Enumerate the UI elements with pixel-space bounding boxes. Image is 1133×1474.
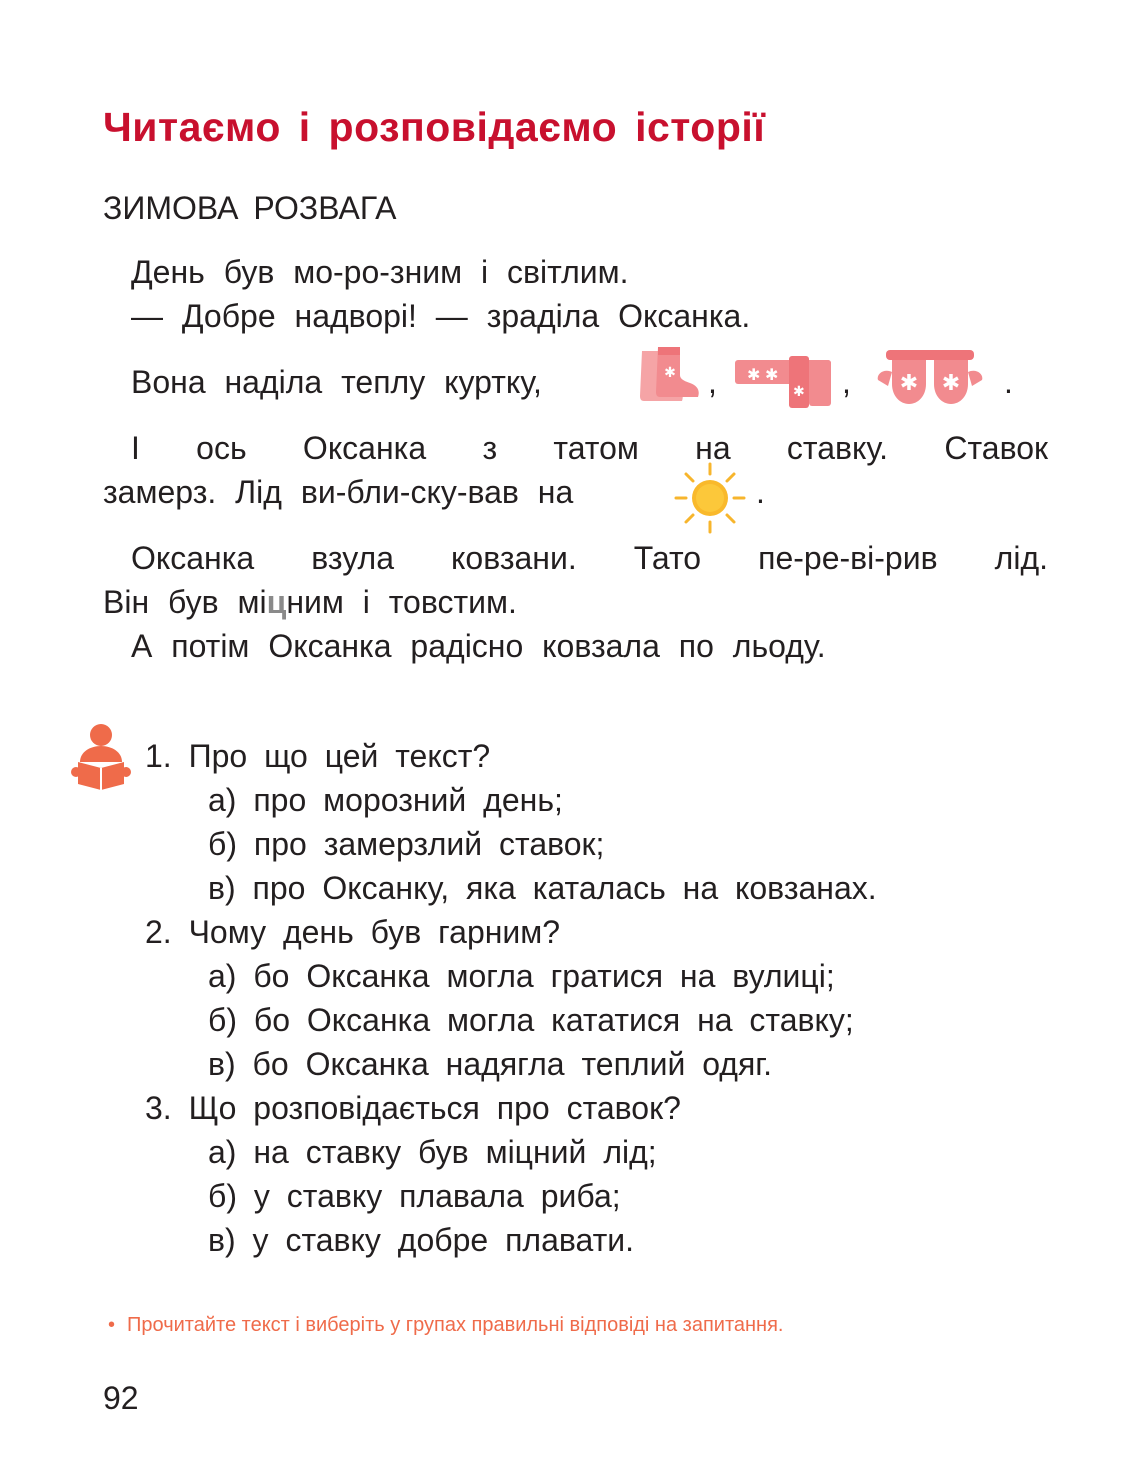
- page-number: 92: [103, 1380, 139, 1416]
- question-2-option-c: в) бо Оксанка надягла теплий одяг.: [208, 1046, 772, 1082]
- story-line-2: — Добре надворі! — зраділа Оксанка.: [131, 298, 751, 334]
- question-1: 1. Про що цей текст?: [145, 738, 491, 774]
- comma-2: ,: [842, 364, 851, 400]
- highlighted-letter: ц: [266, 584, 287, 620]
- period-2: .: [756, 474, 765, 510]
- story-line-1: День був мо-ро-зним і світлим.: [131, 254, 629, 290]
- story-para3-line1: І ось Оксанка з татом на ставку. Ставок: [131, 430, 1048, 466]
- question-2: 2. Чому день був гарним?: [145, 914, 561, 950]
- question-3-option-c: в) у ставку добре плавати.: [208, 1222, 635, 1258]
- story-title: ЗИМОВА РОЗВАГА: [103, 190, 397, 226]
- svg-text:✱: ✱: [941, 371, 961, 396]
- instruction-note: [108, 1314, 784, 1337]
- story-para4-line2-b: ним і товстим.: [286, 584, 517, 620]
- boots-icon: [634, 345, 704, 407]
- question-1-option-b: б) про замерзлий ставок;: [208, 826, 605, 862]
- svg-text:✱: ✱: [747, 365, 761, 384]
- period-1: .: [1004, 364, 1013, 400]
- story-para4-line1: Оксанка взула ковзани. Тато пе-ре-ві-рив лід.: [131, 540, 1048, 576]
- page-heading: Читаємо і розповідаємо історії: [103, 104, 766, 150]
- bullet: •: [108, 1314, 116, 1336]
- question-2-option-b: б) бо Оксанка могла кататися на ставку;: [208, 1002, 854, 1038]
- svg-text:✱: ✱: [765, 365, 779, 384]
- mittens-icon: [874, 346, 986, 408]
- svg-text:✱: ✱: [899, 371, 919, 396]
- story-para4-line3: А потім Оксанка радісно ковзала по льоду.: [131, 628, 826, 664]
- comma-1: ,: [708, 364, 717, 400]
- question-3-option-a: а) на ставку був міцний лід;: [208, 1134, 657, 1170]
- reading-child-icon: [70, 722, 134, 792]
- question-3: 3. Що розповідається про ставок?: [145, 1090, 681, 1126]
- svg-text:✱: ✱: [664, 365, 676, 381]
- sun-icon: [674, 462, 746, 534]
- story-para3-line2: замерз. Лід ви-бли-ску-вав на: [103, 474, 574, 510]
- question-1-option-c: в) про Оксанку, яка каталась на ковзанах.: [208, 870, 877, 906]
- story-line-3: [131, 364, 542, 401]
- instruction-text: Прочитайте текст і виберіть у групах правильні відповіді на запитання.: [127, 1314, 784, 1336]
- story-para4-line2-a: Він був мі: [103, 584, 267, 620]
- svg-text:✱: ✱: [793, 384, 805, 400]
- question-2-option-a: а) бо Оксанка могла гратися на вулиці;: [208, 958, 835, 994]
- story-para4-line2: [103, 584, 517, 621]
- question-3-option-b: б) у ставку плавала риба;: [208, 1178, 621, 1214]
- question-1-option-a: а) про морозний день;: [208, 782, 563, 818]
- story-line-3-text: Вона наділа теплу куртку,: [131, 364, 542, 400]
- scarf-icon: [733, 350, 833, 410]
